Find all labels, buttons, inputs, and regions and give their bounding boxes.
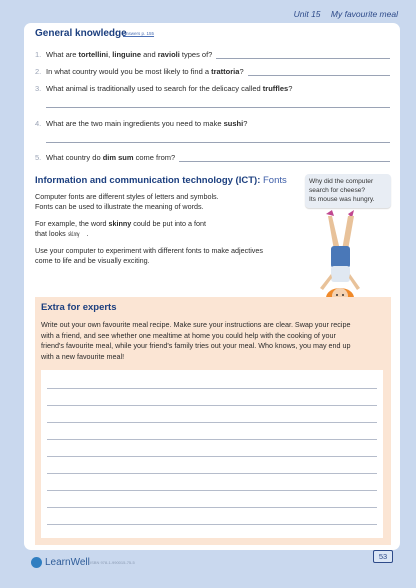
answers-link[interactable]: Answers p. 155: [123, 31, 155, 36]
writing-line[interactable]: [47, 507, 377, 508]
question-5: [35, 153, 390, 162]
writing-line[interactable]: [47, 524, 377, 525]
extra-for-experts-box: [35, 297, 391, 545]
answer-line[interactable]: [179, 155, 390, 162]
page-number: 53: [373, 550, 393, 563]
general-knowledge-heading: General knowledge: [35, 28, 127, 39]
question-number: 4.: [35, 119, 42, 128]
unit-title: My favourite meal: [330, 9, 398, 19]
recipe-writing-area[interactable]: [41, 370, 383, 538]
question-4: [35, 119, 390, 128]
writing-line[interactable]: [47, 439, 377, 440]
question-text: What are the two main ingredients you need to make sushi?: [46, 119, 248, 128]
question-text: What country do dim sum come from?: [46, 153, 176, 162]
skinny-font-example: skinny: [67, 231, 79, 238]
question-number: 5.: [35, 153, 42, 162]
question-number: 3.: [35, 84, 42, 93]
unit-header: [294, 9, 398, 19]
isbn-text: ISBN 978-1-990015-75-5: [90, 560, 135, 565]
ict-paragraph-1: Computer fonts are different styles of letters and symbols. Fonts can be used to illustrate the meaning of words.: [35, 192, 219, 211]
question-1: [35, 50, 390, 59]
answer-line[interactable]: [46, 107, 390, 108]
writing-line[interactable]: [47, 405, 377, 406]
question-number: 2.: [35, 67, 42, 76]
ict-paragraph-2: For example, the word skinny could be put into a font that looks skinny .: [35, 219, 207, 238]
answer-line[interactable]: [216, 52, 390, 59]
unit-number: Unit 15: [293, 9, 321, 19]
ict-heading: Information and communication technology (ICT): Fonts: [35, 175, 287, 186]
extra-instructions: Write out your own favourite meal recipe. Make sure your instructions are clear. Swap your recipe with a friend, and see whether one mealtime at home you could help with the cooking of your friend's favourite meal, while your friend's family tries out your meal. Who knows, you may end up with a new favourite meal!: [41, 320, 351, 362]
publisher-name: LearnWell: [45, 557, 90, 568]
joke-speech-bubble: Why did the computer search for cheese? Its mouse was hungry.: [305, 174, 391, 208]
extra-heading: Extra for experts: [41, 302, 117, 313]
answer-line[interactable]: [248, 69, 390, 76]
question-text: In what country would you be most likely to find a trattoria?: [46, 67, 244, 76]
publisher-logo: [31, 557, 90, 568]
worksheet-page: [24, 23, 400, 550]
question-text: What are tortellini, linguine and ravioli types of?: [46, 50, 213, 59]
ict-paragraph-3: Use your computer to experiment with different fonts to make adjectives come to life and be visually exciting.: [35, 246, 263, 265]
question-text: What animal is traditionally used to search for the delicacy called truffles?: [46, 84, 293, 93]
writing-line[interactable]: [47, 388, 377, 389]
answer-line[interactable]: [46, 142, 390, 143]
writing-line[interactable]: [47, 456, 377, 457]
writing-line[interactable]: [47, 422, 377, 423]
question-3: [35, 84, 390, 93]
question-number: 1.: [35, 50, 42, 59]
learnwell-logo-icon: [31, 557, 42, 568]
writing-line[interactable]: [47, 490, 377, 491]
writing-line[interactable]: [47, 473, 377, 474]
question-2: [35, 67, 390, 76]
